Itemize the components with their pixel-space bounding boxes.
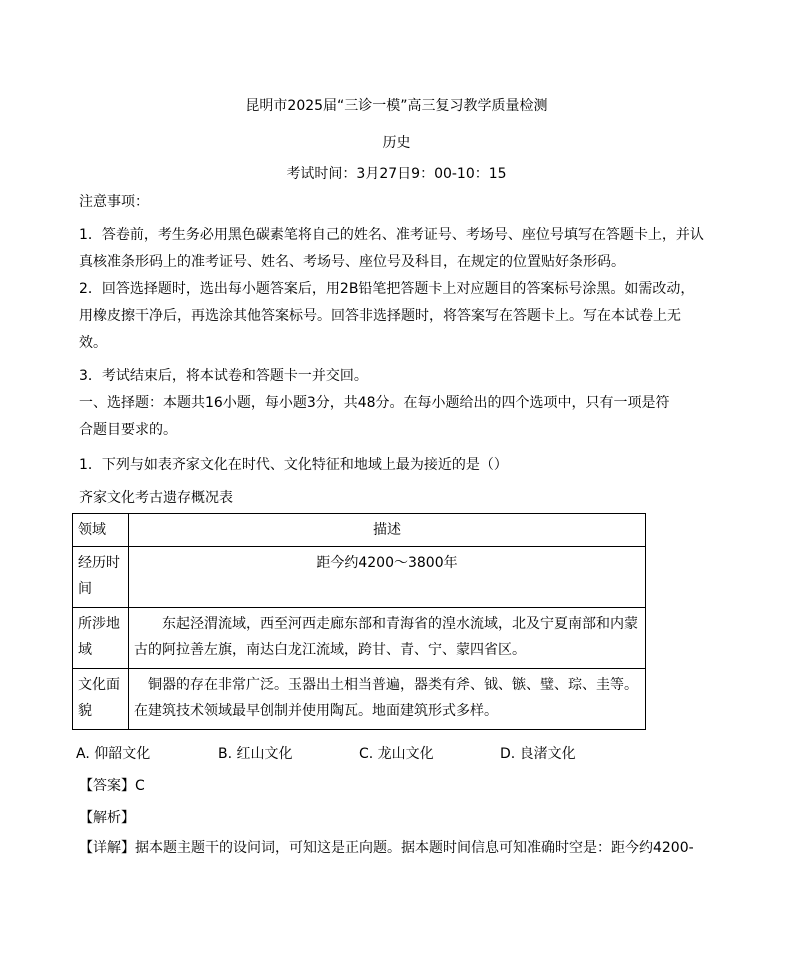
notice-item-3: 3．考试结束后，将本试卷和答题卡一并交回。 — [79, 368, 368, 384]
table-header-row — [73, 514, 646, 547]
option-c: C. 龙山文化 — [359, 746, 434, 762]
table-row-key: 文化面貌 — [73, 669, 129, 730]
table-row — [73, 669, 646, 730]
notice-heading: 注意事项： — [79, 194, 149, 210]
answer-label: 【答案】 — [79, 778, 135, 794]
table-header-description: 描述 — [129, 514, 646, 547]
exam-title: 昆明市2025届“三诊一模”高三复习教学质量检测 — [245, 98, 548, 114]
option-d: D. 良渚文化 — [500, 746, 576, 762]
table-row — [73, 608, 646, 669]
exam-time: 考试时间：3月27日9：00-10：15 — [286, 166, 507, 182]
detail-line — [79, 838, 694, 858]
answer-value: C — [135, 778, 145, 794]
table-caption: 齐家文化考古遗存概况表 — [79, 490, 233, 506]
detail-label: 【详解】 — [79, 840, 135, 856]
archaeology-table — [72, 513, 646, 730]
option-b: B. 红山文化 — [218, 746, 293, 762]
section-line-2: 合题目要求的。 — [79, 422, 177, 438]
table-row-value: 东起泾渭流域，西至河西走廊东部和青海省的湟水流域，北及宁夏南部和内蒙古的阿拉善左旗，南达白龙江流域，跨甘、青、宁、蒙四省区。 — [129, 608, 646, 669]
table-row-key: 经历时间 — [73, 547, 129, 608]
notice-item-1-line-2: 真核准条形码上的准考证号、姓名、考场号、座位号及科目，在规定的位置贴好条形码。 — [79, 254, 625, 270]
answer-line — [79, 776, 145, 796]
table-header-field: 领域 — [73, 514, 129, 547]
table-row — [73, 547, 646, 608]
subject-title: 历史 — [382, 135, 411, 151]
question-stem: 1．下列与如表齐家文化在时代、文化特征和地域上最为接近的是（） — [79, 457, 508, 473]
table-row-value: 距今约4200～3800年 — [129, 547, 646, 608]
table-row-key: 所涉地域 — [73, 608, 129, 669]
analysis-label: 【解析】 — [79, 810, 135, 826]
option-a: A. 仰韶文化 — [76, 746, 151, 762]
notice-item-2-line-1: 2．回答选择题时，选出每小题答案后，用2B铅笔把答题卡上对应题目的答案标号涂黑。如需改动， — [79, 281, 695, 297]
detail-text: 据本题主题干的设问词，可知这是正向题。据本题时间信息可知准确时空是：距今约4200- — [135, 840, 694, 856]
section-line-1: 一、选择题：本题共16小题，每小题3分，共48分。在每小题给出的四个选项中，只有一项是符 — [79, 395, 670, 411]
notice-item-2-line-3: 效。 — [79, 335, 107, 351]
notice-item-2-line-2: 用橡皮擦干净后，再选涂其他答案标号。回答非选择题时，将答案写在答题卡上。写在本试卷上无 — [79, 308, 681, 324]
notice-item-1-line-1: 1．答卷前，考生务必用黑色碳素笔将自己的姓名、准考证号、考场号、座位号填写在答题卡上，并认 — [79, 227, 704, 243]
table-row-value: 铜器的存在非常广泛。玉器出土相当普遍，器类有斧、钺、镞、璧、琮、圭等。在建筑技术领域最早创制并使用陶瓦。地面建筑形式多样。 — [129, 669, 646, 730]
